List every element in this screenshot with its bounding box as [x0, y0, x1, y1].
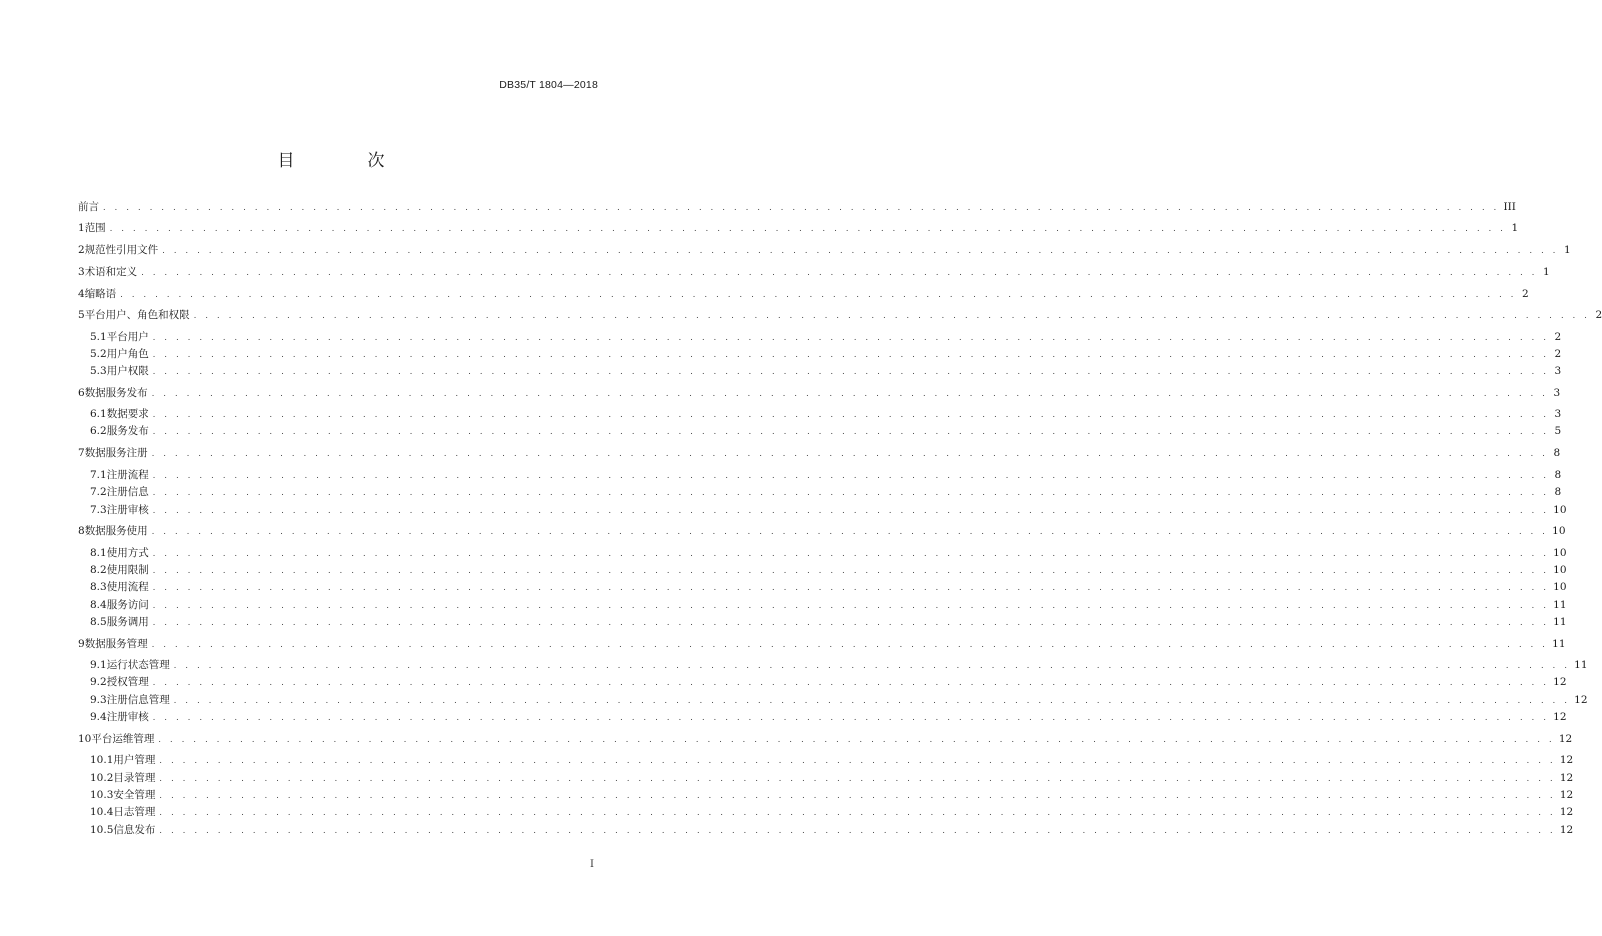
toc-leader-dots: . . . . . . . . . . . . . . . . . . . . . . . . . . . . . . . . . . . . . . . . . . . . . . . . . . . . . . . . . . . . . . . . . . . . . . . . . . . . . . . . . . . . . . . . . . . . . . . . . . . . . . . . . . . . . . . . . . . . . . . .	[152, 618, 1550, 627]
toc-entry-number: 6.1	[90, 408, 107, 420]
toc-entry-number: 7.1	[90, 469, 107, 481]
toc-entry[interactable]	[90, 363, 1562, 379]
toc-entry-number: 2	[78, 244, 85, 256]
toc-entry-number: 10.3	[90, 789, 114, 801]
toc-entry[interactable]	[90, 346, 1562, 362]
toc-leader-dots: . . . . . . . . . . . . . . . . . . . . . . . . . . . . . . . . . . . . . . . . . . . . . . . . . . . . . . . . . . . . . . . . . . . . . . . . . . . . . . . . . . . . . . . . . . . . . . . . . . . . . . . . . . . . . . . . . . . . . . . .	[152, 713, 1550, 722]
toc-entry-number: 7.3	[90, 504, 107, 516]
toc-leader-dots: . . . . . . . . . . . . . . . . . . . . . . . . . . . . . . . . . . . . . . . . . . . . . . . . . . . . . . . . . . . . . . . . . . . . . . . . . . . . . . . . . . . . . . . . . . . . . . . . . . . . . . . . . . . . . . . . . . . . . . . .	[151, 527, 1549, 536]
toc-entry-label: 术语和定义	[84, 266, 138, 278]
toc-entry-label: 服务发布	[106, 425, 149, 437]
toc-leader-dots: . . . . . . . . . . . . . . . . . . . . . . . . . . . . . . . . . . . . . . . . . . . . . . . . . . . . . . . . . . . . . . . . . . . . . . . . . . . . . . . . . . . . . . . . . . . . . . . . . . . . . . . . . . . . . . . . . . . . . . . .	[152, 506, 1550, 515]
toc-entry-page: 11	[1552, 638, 1566, 650]
toc-entry-number: 3	[78, 266, 85, 278]
toc-entry[interactable]	[90, 467, 1562, 483]
toc-entry-number: 10	[78, 733, 92, 745]
toc-leader-dots: . . . . . . . . . . . . . . . . . . . . . . . . . . . . . . . . . . . . . . . . . . . . . . . . . . . . . . . . . . . . . . . . . . . . . . . . . . . . . . . . . . . . . . . . . . . . . . . . . . . . . . . . . . . . . . . . . . . . . . . .	[158, 735, 1555, 744]
toc-leader-dots: . . . . . . . . . . . . . . . . . . . . . . . . . . . . . . . . . . . . . . . . . . . . . . . . . . . . . . . . . . . . . . . . . . . . . . . . . . . . . . . . . . . . . . . . . . . . . . . . . . . . . . . . . . . . . . . . . . . . . . . .	[151, 449, 1549, 458]
toc-entry-page: 10	[1553, 504, 1567, 516]
toc-entry-page: 3	[1554, 365, 1562, 377]
toc-entry[interactable]	[90, 406, 1562, 422]
toc-entry[interactable]	[90, 657, 1588, 673]
toc-entry-page: 12	[1559, 824, 1574, 836]
toc-entry-page: 12	[1553, 711, 1567, 723]
toc-entry[interactable]	[78, 220, 1519, 236]
toc-leader-dots: . . . . . . . . . . . . . . . . . . . . . . . . . . . . . . . . . . . . . . . . . . . . . . . . . . . . . . . . . . . . . . . . . . . . . . . . . . . . . . . . . . . . . . . . . . . . . . . . . . . . . . . . . . . . . . . . . . . . . . . .	[159, 756, 1556, 765]
toc-leader-dots: . . . . . . . . . . . . . . . . . . . . . . . . . . . . . . . . . . . . . . . . . . . . . . . . . . . . . . . . . . . . . . . . . . . . . . . . . . . . . . . . . . . . . . . . . . . . . . . . . . . . . . . . . . . . . . . . . . . . . . . .	[152, 410, 1550, 419]
document-code: DB35/T 1804—2018	[499, 79, 598, 91]
toc-entry-label: 使用方式	[106, 547, 149, 559]
toc-leader-dots: . . . . . . . . . . . . . . . . . . . . . . . . . . . . . . . . . . . . . . . . . . . . . . . . . . . . . . . . . . . . . . . . . . . . . . . . . . . . . . . . . . . . . . . . . . . . . . . . . . . . . . . . . . . . . . . . . . . . . . . .	[173, 696, 1571, 705]
toc-entry-number: 9.1	[90, 659, 107, 671]
toc-entry-page: III	[1503, 201, 1516, 213]
toc-entry-number: 8	[78, 525, 85, 537]
toc-entry-number: 5.3	[90, 365, 107, 377]
toc-entry-page: 2	[1554, 348, 1562, 360]
toc-leader-dots: . . . . . . . . . . . . . . . . . . . . . . . . . . . . . . . . . . . . . . . . . . . . . . . . . . . . . . . . . . . . . . . . . . . . . . . . . . . . . . . . . . . . . . . . . . . . . . . . . . . . . . . . . . . . . . . . . . . . . . . .	[151, 389, 1549, 398]
toc-entry-page: 10	[1553, 581, 1567, 593]
toc-entry[interactable]	[90, 545, 1567, 561]
toc-entry[interactable]	[90, 804, 1574, 820]
toc-entry[interactable]	[90, 484, 1562, 500]
toc-entry-label: 数据服务管理	[84, 638, 148, 650]
toc-leader-dots: . . . . . . . . . . . . . . . . . . . . . . . . . . . . . . . . . . . . . . . . . . . . . . . . . . . . . . . . . . . . . . . . . . . . . . . . . . . . . . . . . . . . . . . . . . . . . . . . . . . . . . . . . . . . . . . . . . . . . . . .	[152, 488, 1550, 497]
toc-entry-number: 7.2	[90, 486, 107, 498]
toc-leader-dots: . . . . . . . . . . . . . . . . . . . . . . . . . . . . . . . . . . . . . . . . . . . . . . . . . . . . . . . . . . . . . . . . . . . . . . . . . . . . . . . . . . . . . . . . . . . . . . . . . . . . . . . . . . . . . . . . . . . . . . . .	[152, 427, 1550, 436]
toc-leader-dots: . . . . . . . . . . . . . . . . . . . . . . . . . . . . . . . . . . . . . . . . . . . . . . . . . . . . . . . . . . . . . . . . . . . . . . . . . . . . . . . . . . . . . . . . . . . . . . . . . . . . . . . . . . . . . . . . . . . . . . . .	[120, 290, 1517, 299]
toc-entry[interactable]	[90, 692, 1588, 708]
toc-leader-dots: . . . . . . . . . . . . . . . . . . . . . . . . . . . . . . . . . . . . . . . . . . . . . . . . . . . . . . . . . . . . . . . . . . . . . . . . . . . . . . . . . . . . . . . . . . . . . . . . . . . . . . . . . . . . . . . . . . . . . . . .	[159, 774, 1556, 783]
toc-entry-number: 6.2	[90, 425, 107, 437]
toc-entry[interactable]	[78, 286, 1529, 302]
toc-entry-label: 数据服务发布	[84, 387, 148, 399]
toc-entry-label: 注册信息管理	[106, 694, 170, 706]
toc-entry-label: 用户权限	[106, 365, 149, 377]
toc-entry-label: 注册信息	[106, 486, 149, 498]
toc-entry-page: 1	[1511, 222, 1519, 234]
toc-leader-dots: . . . . . . . . . . . . . . . . . . . . . . . . . . . . . . . . . . . . . . . . . . . . . . . . . . . . . . . . . . . . . . . . . . . . . . . . . . . . . . . . . . . . . . . . . . . . . . . . . . . . . . . . . . . . . . . . . . . . . . . .	[159, 826, 1556, 835]
toc-entry-label: 授权管理	[106, 676, 149, 688]
toc-entry-number: 10.4	[90, 806, 114, 818]
toc-entry-page: 12	[1559, 754, 1574, 766]
toc-entry-number: 5.1	[90, 331, 107, 343]
toc-entry-number: 8.2	[90, 564, 107, 576]
toc-entry-page: 10	[1553, 547, 1567, 559]
toc-entry[interactable]	[90, 787, 1574, 803]
toc-entry[interactable]	[78, 636, 1566, 652]
toc-entry-number: 9.2	[90, 676, 107, 688]
toc-entry[interactable]	[90, 329, 1562, 345]
toc-leader-dots: . . . . . . . . . . . . . . . . . . . . . . . . . . . . . . . . . . . . . . . . . . . . . . . . . . . . . . . . . . . . . . . . . . . . . . . . . . . . . . . . . . . . . . . . . . . . . . . . . . . . . . . . . . . . . . . . . . . . . . . .	[152, 678, 1550, 687]
toc-entry-label: 使用流程	[106, 581, 149, 593]
toc-leader-dots: . . . . . . . . . . . . . . . . . . . . . . . . . . . . . . . . . . . . . . . . . . . . . . . . . . . . . . . . . . . . . . . . . . . . . . . . . . . . . . . . . . . . . . . . . . . . . . . . . . . . . . . . . . . . . . . . . . . . . . . .	[193, 311, 1591, 320]
toc-entry-label: 平台运维管理	[91, 733, 155, 745]
toc-entry-page: 8	[1554, 486, 1562, 498]
toc-entry-label: 服务访问	[106, 599, 149, 611]
toc-entry-page: 1	[1542, 266, 1550, 278]
toc-entry[interactable]	[78, 385, 1561, 401]
toc-leader-dots: . . . . . . . . . . . . . . . . . . . . . . . . . . . . . . . . . . . . . . . . . . . . . . . . . . . . . . . . . . . . . . . . . . . . . . . . . . . . . . . . . . . . . . . . . . . . . . . . . . . . . . . . . . . . . . . . . . . . . . . .	[152, 350, 1550, 359]
toc-entry-label: 数据服务使用	[84, 525, 148, 537]
toc-entry-label: 注册审核	[106, 711, 149, 723]
toc-entry-page: 11	[1553, 616, 1567, 628]
toc-entry-label: 目录管理	[113, 772, 156, 784]
toc-entry-page: 12	[1574, 694, 1588, 706]
toc-entry-number: 9.4	[90, 711, 107, 723]
toc-entry-page: 12	[1559, 806, 1574, 818]
toc-entry[interactable]	[90, 579, 1567, 595]
toc-leader-dots: . . . . . . . . . . . . . . . . . . . . . . . . . . . . . . . . . . . . . . . . . . . . . . . . . . . . . . . . . . . . . . . . . . . . . . . . . . . . . . . . . . . . . . . . . . . . . . . . . . . . . . . . . . . . . . . . . . . . . . . .	[152, 566, 1550, 575]
toc-entry-label: 前言	[78, 201, 99, 213]
toc-entry-number: 8.4	[90, 599, 107, 611]
toc-entry-page: 2	[1521, 288, 1529, 300]
toc-entry-page: 11	[1553, 599, 1567, 611]
toc-entry[interactable]	[90, 614, 1567, 630]
toc-leader-dots: . . . . . . . . . . . . . . . . . . . . . . . . . . . . . . . . . . . . . . . . . . . . . . . . . . . . . . . . . . . . . . . . . . . . . . . . . . . . . . . . . . . . . . . . . . . . . . . . . . . . . . . . . . . . . . . . . . . . . . . .	[159, 808, 1556, 817]
toc-entry-number: 7	[78, 447, 85, 459]
toc-entry-number: 10.2	[90, 772, 114, 784]
toc-entry-number: 1	[78, 222, 85, 234]
toc-entry-page: 1	[1563, 244, 1571, 256]
toc-leader-dots: . . . . . . . . . . . . . . . . . . . . . . . . . . . . . . . . . . . . . . . . . . . . . . . . . . . . . . . . . . . . . . . . . . . . . . . . . . . . . . . . . . . . . . . . . . . . . . . . . . . . . . . . . . . . . . . . . . . . . . . .	[173, 661, 1571, 670]
toc-entry-page: 12	[1559, 772, 1574, 784]
toc-leader-dots: . . . . . . . . . . . . . . . . . . . . . . . . . . . . . . . . . . . . . . . . . . . . . . . . . . . . . . . . . . . . . . . . . . . . . . . . . . . . . . . . . . . . . . . . . . . . . . . . . . . . . . . . . . . . . . . . . . . . . . . .	[141, 268, 1538, 277]
toc-leader-dots: . . . . . . . . . . . . . . . . . . . . . . . . . . . . . . . . . . . . . . . . . . . . . . . . . . . . . . . . . . . . . . . . . . . . . . . . . . . . . . . . . . . . . . . . . . . . . . . . . . . . . . . . . . . . . . . . . . . . . . . .	[152, 367, 1550, 376]
toc-entry-page: 10	[1552, 525, 1566, 537]
toc-entry-page: 2	[1595, 309, 1602, 321]
toc-leader-dots: . . . . . . . . . . . . . . . . . . . . . . . . . . . . . . . . . . . . . . . . . . . . . . . . . . . . . . . . . . . . . . . . . . . . . . . . . . . . . . . . . . . . . . . . . . . . . . . . . . . . . . . . . . . . . . . . . . . . . . . .	[162, 246, 1559, 255]
toc-entry-number: 6	[78, 387, 85, 399]
toc-entry[interactable]	[90, 770, 1574, 786]
toc-leader-dots: . . . . . . . . . . . . . . . . . . . . . . . . . . . . . . . . . . . . . . . . . . . . . . . . . . . . . . . . . . . . . . . . . . . . . . . . . . . . . . . . . . . . . . . . . . . . . . . . . . . . . . . . . . . . . . . . . . . . . . . .	[152, 583, 1550, 592]
toc-entry-label: 安全管理	[113, 789, 156, 801]
toc-entry[interactable]	[78, 199, 1516, 215]
toc-entry-page: 10	[1553, 564, 1567, 576]
toc-entry[interactable]	[78, 523, 1566, 539]
toc-entry-number: 9.3	[90, 694, 107, 706]
toc-entry[interactable]	[90, 423, 1562, 439]
page-title: 目 次	[277, 151, 413, 171]
toc-leader-dots: . . . . . . . . . . . . . . . . . . . . . . . . . . . . . . . . . . . . . . . . . . . . . . . . . . . . . . . . . . . . . . . . . . . . . . . . . . . . . . . . . . . . . . . . . . . . . . . . . . . . . . . . . . . . . . . . . . . . . . . .	[103, 203, 1500, 212]
toc-entry-label: 使用限制	[106, 564, 149, 576]
toc-leader-dots: . . . . . . . . . . . . . . . . . . . . . . . . . . . . . . . . . . . . . . . . . . . . . . . . . . . . . . . . . . . . . . . . . . . . . . . . . . . . . . . . . . . . . . . . . . . . . . . . . . . . . . . . . . . . . . . . . . . . . . . .	[151, 640, 1549, 649]
toc-entry[interactable]	[90, 597, 1567, 613]
toc-entry-page: 12	[1559, 789, 1574, 801]
toc-entry-number: 9	[78, 638, 85, 650]
toc-entry[interactable]	[78, 242, 1571, 258]
toc-entry-label: 数据要求	[106, 408, 149, 420]
toc-entry-page: 3	[1554, 408, 1562, 420]
toc-entry[interactable]	[78, 307, 1602, 323]
toc-entry-number: 8.1	[90, 547, 107, 559]
toc-entry-page: 5	[1554, 425, 1562, 437]
toc-entry-label: 缩略语	[84, 288, 117, 300]
toc-entry[interactable]	[78, 445, 1561, 461]
toc-leader-dots: . . . . . . . . . . . . . . . . . . . . . . . . . . . . . . . . . . . . . . . . . . . . . . . . . . . . . . . . . . . . . . . . . . . . . . . . . . . . . . . . . . . . . . . . . . . . . . . . . . . . . . . . . . . . . . . . . . . . . . . .	[152, 471, 1550, 480]
toc-entry-label: 平台用户	[106, 331, 149, 343]
toc-entry-label: 平台用户、角色和权限	[84, 309, 190, 321]
toc-entry[interactable]	[90, 752, 1574, 768]
toc-entry-label: 规范性引用文件	[84, 244, 159, 256]
toc-entry-number: 4	[78, 288, 85, 300]
toc-entry-number: 5	[78, 309, 85, 321]
toc-entry-label: 注册审核	[106, 504, 149, 516]
toc-entry-page: 8	[1553, 447, 1561, 459]
toc-entry-number: 10.5	[90, 824, 114, 836]
toc-entry-label: 注册流程	[106, 469, 149, 481]
toc-entry-label: 运行状态管理	[106, 659, 170, 671]
toc-entry[interactable]	[90, 502, 1567, 518]
toc-entry-number: 10.1	[90, 754, 114, 766]
toc-entry-page: 12	[1558, 733, 1573, 745]
toc-entry-page: 11	[1574, 659, 1588, 671]
toc-entry[interactable]	[90, 822, 1574, 838]
toc-entry[interactable]	[90, 674, 1567, 690]
toc-entry-label: 范围	[84, 222, 106, 234]
toc-leader-dots: . . . . . . . . . . . . . . . . . . . . . . . . . . . . . . . . . . . . . . . . . . . . . . . . . . . . . . . . . . . . . . . . . . . . . . . . . . . . . . . . . . . . . . . . . . . . . . . . . . . . . . . . . . . . . . . . . . . . . . . .	[109, 224, 1507, 233]
toc-entry-page: 8	[1554, 469, 1562, 481]
toc-entry-label: 信息发布	[113, 824, 156, 836]
toc-entry-number: 5.2	[90, 348, 107, 360]
toc-entry-number: 8.3	[90, 581, 107, 593]
toc-entry-label: 服务调用	[106, 616, 149, 628]
toc-entry-page: 12	[1553, 676, 1567, 688]
toc-entry[interactable]	[90, 562, 1567, 578]
toc-entry[interactable]	[78, 264, 1550, 280]
footer-page-number: I	[590, 859, 594, 870]
toc-entry-label: 日志管理	[113, 806, 156, 818]
toc-entry-label: 用户角色	[106, 348, 149, 360]
toc-entry-label: 数据服务注册	[84, 447, 148, 459]
toc-entry[interactable]	[90, 709, 1567, 725]
toc-entry-page: 3	[1553, 387, 1561, 399]
toc-entry[interactable]	[78, 731, 1573, 747]
toc-leader-dots: . . . . . . . . . . . . . . . . . . . . . . . . . . . . . . . . . . . . . . . . . . . . . . . . . . . . . . . . . . . . . . . . . . . . . . . . . . . . . . . . . . . . . . . . . . . . . . . . . . . . . . . . . . . . . . . . . . . . . . . .	[152, 333, 1550, 342]
toc-leader-dots: . . . . . . . . . . . . . . . . . . . . . . . . . . . . . . . . . . . . . . . . . . . . . . . . . . . . . . . . . . . . . . . . . . . . . . . . . . . . . . . . . . . . . . . . . . . . . . . . . . . . . . . . . . . . . . . . . . . . . . . .	[152, 549, 1550, 558]
toc-entry-number: 8.5	[90, 616, 107, 628]
toc-entry-page: 2	[1554, 331, 1562, 343]
toc-leader-dots: . . . . . . . . . . . . . . . . . . . . . . . . . . . . . . . . . . . . . . . . . . . . . . . . . . . . . . . . . . . . . . . . . . . . . . . . . . . . . . . . . . . . . . . . . . . . . . . . . . . . . . . . . . . . . . . . . . . . . . . .	[159, 791, 1556, 800]
toc-entry-label: 用户管理	[113, 754, 156, 766]
toc-leader-dots: . . . . . . . . . . . . . . . . . . . . . . . . . . . . . . . . . . . . . . . . . . . . . . . . . . . . . . . . . . . . . . . . . . . . . . . . . . . . . . . . . . . . . . . . . . . . . . . . . . . . . . . . . . . . . . . . . . . . . . . .	[152, 601, 1550, 610]
